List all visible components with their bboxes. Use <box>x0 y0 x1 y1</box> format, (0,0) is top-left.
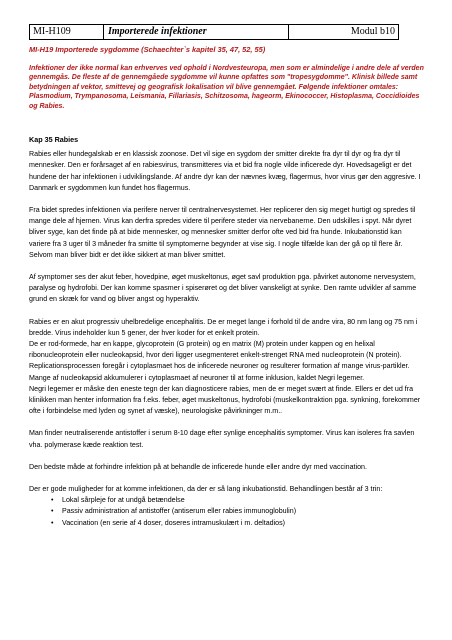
list-item <box>51 506 425 517</box>
paragraph-treatment: Der er gode muligheder for at komme infektionen, da der er så lang inkubationstid. Behandlingen består af 3 trin: <box>29 485 383 494</box>
document-header <box>29 24 399 40</box>
paragraph-diagnosis: Negri legemer er måske den eneste tegn der kan diagnosticere rabies, men de er meget svært at finde. Ellers er det ud fra klinikken man henter information fra f.eks. feber, øget muskeltonus, hydrofobi (muskelkontraktion pga. synkning, forekommer ofte i forbindelse med lyden og synet af væske), neurologiske påvirkninger m.m.. <box>29 384 421 416</box>
course-code: MI-H109 <box>30 25 104 39</box>
list-item-text: Passiv administration af antistoffer (antiserum eller rabies immunoglobulin) <box>62 507 297 516</box>
list-item <box>51 495 425 506</box>
bullet-icon: • <box>51 518 54 527</box>
list-item-text: Lokal sårpleje for at undgå betændelse <box>62 496 185 505</box>
intro-paragraph: Infektioner der ikke normal kan erhverves ved ophold i Nordvesteuropa, men som er almindelige i andre dele af verden gennemgås. De fleste af de gennemgåede sygdomme vil kunne opfattes som "tropesygdomme". Klinisk billede samt betydningen af vektor, smittevej og geografisk lokalisation vil blive gennemgået. Følgende infektioner omtales: Plasmodium, Trympanosoma, Leismania, Fillariasis, Schitzosoma, hageorm, Ekinococcer, Histoplasma, Coccidioides og Rabies. <box>29 65 424 110</box>
bullet-icon: • <box>51 507 54 516</box>
paragraph-virus-size: Rabies er en akut progressiv uhelbredelige encephalitis. De er meget lange i forhold til de andre vira, 80 nm lang og 75 nm i bredde. Virus indeholder kun 5 gener, der hver koder for et enkelt protein. <box>29 317 418 337</box>
document-title: MI-H19 Importerede sygdomme (Schaechter`s kapitel 35, 47, 52, 55) <box>29 45 266 54</box>
paragraph-intro-rabies: Rabies eller hundegalskab er en klassisk zoonose. Det vil sige en sygdom der smitter direkte fra dyr til dyr og fra dyr til mennesker. Den er forårsaget af en rabiesvirus, transmitteres via et bid fra nogle vilde inficerede dyr. Hovedsageligt er det hundene der har infektionen i udviklingslande. Af andre dyr kan der nævnes kvæg, flagermus, hvor virus gør den aggresive. I Danmark er sygdommen kun fundet hos flagermus. <box>29 150 421 192</box>
section-heading: Kap 35 Rabies <box>29 135 79 144</box>
list-item <box>51 518 425 529</box>
bullet-icon: • <box>51 496 54 505</box>
module-label: Modul b10 <box>350 26 395 37</box>
paragraph-symptoms: Af symptomer ses der akut feber, hovedpine, øget muskeltonus, øget savl produktion pga. påvirket autonome nervesystem, paralyse og hydrofobi. Der kan komme spasmer i spiserøret og det bliver vanskeligt at synke. Den ramte udvikler af samme grund en skræk for vand og bliver angst og hyperaktiv. <box>29 273 417 304</box>
document-body <box>29 134 425 529</box>
paragraph-prevention: Den bedste måde at forhindre infektion på at behandle de inficerede hunde eller andre dyr med vaccination. <box>29 462 367 471</box>
list-item-text: Vaccination (en serie af 4 doser, doseres intramuskulært i m. deltadios) <box>62 518 286 527</box>
treatment-list <box>29 495 425 529</box>
header-title: Importerede infektioner <box>104 25 289 39</box>
paragraph-virus-structure: De er rod-formede, har en kappe, glycoprotein (G protein) og en matrix (M) protein under kappen og en helixal ribonucleoprotein eller nucleokapsid, hvor deri ligger usegmenteret enkelt-strenget RNA med nucleoprotein (N protein). Replicationsprocessen foregår i cytoplasmaet hos de inficerede neuroner og resulterer formation af mange virus-partikler. Mange af nucleokapsid akkumulerer i cytoplasmaet af neuroner til at forme inklusion, kaldet Negri legemer. <box>29 340 410 382</box>
paragraph-antibodies: Man finder neutraliserende antistoffer i serum 8-10 dage efter synlige encephalitis symptomer. Virus kan isoleres fra savlen vha. polymerase kæde reaktion test. <box>29 429 415 449</box>
paragraph-spread: Fra bidet spredes infektionen via perifere nerver til centralnervesystemet. Her replicerer den sig meget hurtigt og spredes til mange dele af hjernen. Virus kan derfra spredes videre til perifere steder via nervebanerne. Den udskilles i spyt. Når dyret bliver syge, kan det finde på at bide mennesker, og mennesker smitter derfor ofte ved bid fra hunde. Inkubationstid kan variere fra 3 uger til 3 måneder fra smitte til symptomerne begynder at vise sig. I nogle tilfælde kan der gå op til flere år. Selvom man bliver bidt er det ikke sikkert at man bliver smittet. <box>29 206 416 259</box>
